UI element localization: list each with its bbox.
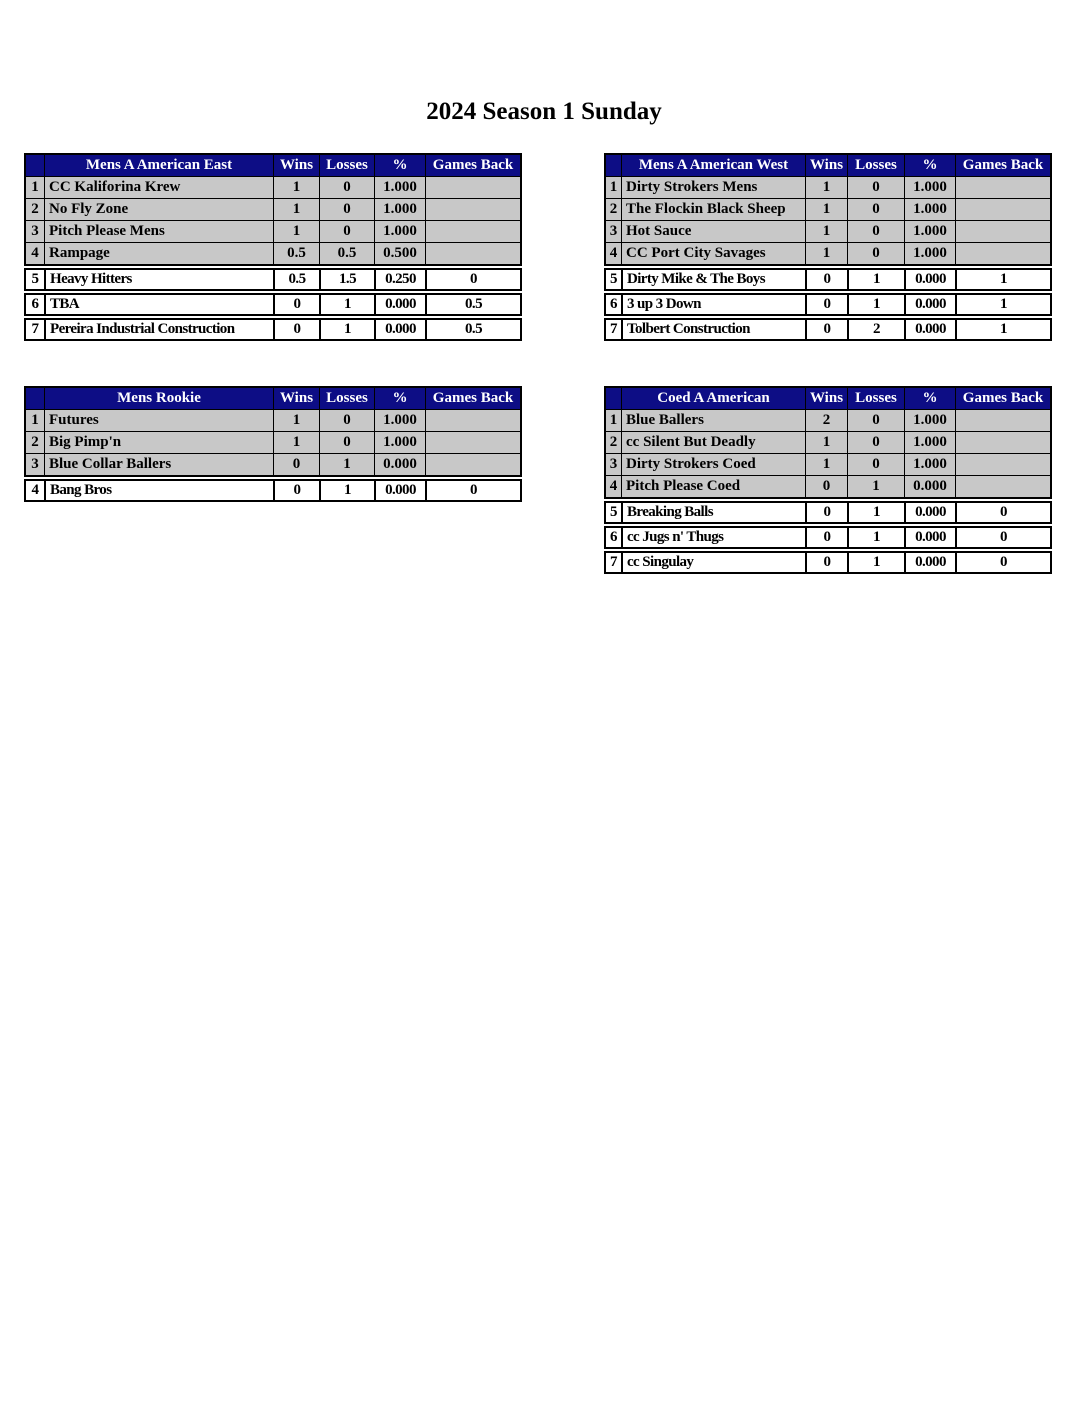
wins-header-cell: Wins bbox=[273, 155, 319, 176]
standings-row bbox=[606, 453, 1050, 475]
standings-table-coed-a-american bbox=[604, 386, 1052, 574]
team-name-cell: No Fly Zone bbox=[44, 199, 273, 220]
wins-header-cell: Wins bbox=[805, 155, 847, 176]
games-back-cell bbox=[955, 177, 1050, 198]
standings-row bbox=[604, 501, 1052, 524]
pct-cell: 1.000 bbox=[374, 432, 425, 453]
standings-table-mens-rookie bbox=[24, 386, 522, 502]
team-name-cell: Pitch Please Mens bbox=[44, 221, 273, 242]
rank-cell: 1 bbox=[31, 412, 39, 428]
games-back-cell: 0 bbox=[955, 553, 1050, 572]
standings-row bbox=[604, 293, 1052, 316]
rank-cell: 7 bbox=[31, 321, 39, 337]
table-block bbox=[24, 386, 522, 477]
team-name-cell: Heavy Hitters bbox=[44, 270, 273, 289]
team-name-cell: Blue Ballers bbox=[621, 410, 805, 431]
wins-cell: 1 bbox=[805, 221, 847, 242]
wins-cell: 2 bbox=[805, 410, 847, 431]
rank-cell: 6 bbox=[31, 296, 39, 312]
team-name-cell: cc Singulay bbox=[621, 553, 805, 572]
wins-cell: 0.5 bbox=[273, 243, 319, 264]
games-back-cell bbox=[955, 221, 1050, 242]
team-name-cell: cc Jugs n' Thugs bbox=[621, 528, 805, 547]
wins-cell: 0 bbox=[273, 295, 319, 314]
pct-cell: 0.500 bbox=[374, 243, 425, 264]
pct-header-cell: % bbox=[904, 388, 955, 409]
team-name-cell: Pitch Please Coed bbox=[621, 476, 805, 497]
team-name-cell: Blue Collar Ballers bbox=[44, 454, 273, 475]
pct-cell: 0.000 bbox=[904, 476, 955, 497]
standings-row bbox=[606, 475, 1050, 497]
rank-cell: 2 bbox=[609, 201, 618, 217]
rank-cell: 2 bbox=[31, 201, 39, 217]
pct-header-cell: % bbox=[374, 388, 425, 409]
standings-row bbox=[604, 526, 1052, 549]
games-back-cell bbox=[425, 177, 520, 198]
rank-cell: 3 bbox=[31, 456, 39, 472]
games-back-cell bbox=[425, 432, 520, 453]
team-name-cell: TBA bbox=[44, 295, 273, 314]
games-back-cell: 0 bbox=[955, 503, 1050, 522]
games-back-header-cell: Games Back bbox=[425, 388, 520, 409]
pct-cell: 1.000 bbox=[904, 243, 955, 264]
team-name-cell: Rampage bbox=[44, 243, 273, 264]
team-name-cell: Dirty Strokers Mens bbox=[621, 177, 805, 198]
pct-cell: 1.000 bbox=[904, 221, 955, 242]
rank-header-cell bbox=[606, 388, 621, 409]
games-back-cell: 0.5 bbox=[425, 320, 520, 339]
rank-cell: 4 bbox=[31, 482, 39, 498]
games-back-cell bbox=[955, 432, 1050, 453]
table-title-cell: Mens A American West bbox=[621, 155, 805, 176]
standings-row bbox=[604, 551, 1052, 574]
rank-header-cell bbox=[26, 155, 44, 176]
rank-cell: 3 bbox=[31, 223, 39, 239]
games-back-cell bbox=[955, 243, 1050, 264]
wins-cell: 1 bbox=[273, 177, 319, 198]
pct-cell: 1.000 bbox=[904, 432, 955, 453]
standings-row bbox=[606, 242, 1050, 264]
losses-cell: 0 bbox=[847, 432, 904, 453]
team-name-cell: Bang Bros bbox=[44, 481, 273, 500]
losses-header-cell: Losses bbox=[847, 388, 904, 409]
games-back-cell: 1 bbox=[955, 270, 1050, 289]
wins-cell: 1 bbox=[805, 199, 847, 220]
rank-cell: 3 bbox=[609, 456, 618, 472]
games-back-cell bbox=[955, 454, 1050, 475]
pct-cell: 0.250 bbox=[374, 270, 425, 289]
wins-cell: 1 bbox=[805, 454, 847, 475]
rank-cell: 6 bbox=[610, 529, 617, 545]
wins-cell: 1 bbox=[805, 432, 847, 453]
rank-header-cell bbox=[26, 388, 44, 409]
wins-cell: 1 bbox=[805, 177, 847, 198]
losses-cell: 0 bbox=[319, 199, 374, 220]
losses-header-cell: Losses bbox=[319, 388, 374, 409]
table-block bbox=[604, 153, 1052, 266]
losses-cell: 0 bbox=[319, 177, 374, 198]
wins-cell: 1 bbox=[273, 410, 319, 431]
standings-row bbox=[26, 198, 520, 220]
standings-row bbox=[26, 242, 520, 264]
wins-cell: 0 bbox=[805, 503, 847, 522]
table-header-row bbox=[26, 155, 520, 176]
team-name-cell: 3 up 3 Down bbox=[621, 295, 805, 314]
games-back-header-cell: Games Back bbox=[425, 155, 520, 176]
standings-row bbox=[606, 198, 1050, 220]
games-back-cell bbox=[955, 410, 1050, 431]
rank-cell: 5 bbox=[610, 271, 617, 287]
page-title: 2024 Season 1 Sunday bbox=[426, 98, 662, 125]
losses-cell: 1 bbox=[319, 320, 374, 339]
rank-cell: 1 bbox=[609, 179, 618, 195]
games-back-cell bbox=[955, 199, 1050, 220]
games-back-cell: 1 bbox=[955, 295, 1050, 314]
pct-header-cell: % bbox=[904, 155, 955, 176]
wins-cell: 0 bbox=[805, 295, 847, 314]
team-name-cell: Futures bbox=[44, 410, 273, 431]
rank-cell: 7 bbox=[610, 321, 617, 337]
wins-cell: 0 bbox=[805, 553, 847, 572]
rank-cell: 5 bbox=[610, 504, 617, 520]
games-back-cell bbox=[425, 410, 520, 431]
rank-cell: 7 bbox=[610, 554, 617, 570]
pct-cell: 1.000 bbox=[904, 410, 955, 431]
games-back-header-cell: Games Back bbox=[955, 155, 1050, 176]
standings-row bbox=[26, 176, 520, 198]
games-back-header-cell: Games Back bbox=[955, 388, 1050, 409]
team-name-cell: Pereira Industrial Construction bbox=[44, 320, 273, 339]
pct-cell: 0.000 bbox=[904, 553, 955, 572]
games-back-cell bbox=[425, 243, 520, 264]
pct-header-cell: % bbox=[374, 155, 425, 176]
standings-table-mens-a-american-east bbox=[24, 153, 522, 341]
team-name-cell: Dirty Strokers Coed bbox=[621, 454, 805, 475]
losses-cell: 0.5 bbox=[319, 243, 374, 264]
wins-header-cell: Wins bbox=[273, 388, 319, 409]
pct-cell: 1.000 bbox=[374, 221, 425, 242]
rank-cell: 2 bbox=[31, 434, 39, 450]
losses-cell: 1 bbox=[847, 503, 904, 522]
pct-cell: 1.000 bbox=[904, 454, 955, 475]
losses-cell: 0 bbox=[847, 410, 904, 431]
rank-cell: 1 bbox=[31, 179, 39, 195]
losses-cell: 1 bbox=[847, 270, 904, 289]
losses-cell: 0 bbox=[319, 410, 374, 431]
losses-cell: 0 bbox=[847, 199, 904, 220]
losses-cell: 0 bbox=[319, 432, 374, 453]
games-back-cell: 0 bbox=[955, 528, 1050, 547]
team-name-cell: Hot Sauce bbox=[621, 221, 805, 242]
standings-row bbox=[26, 409, 520, 431]
standings-row bbox=[604, 268, 1052, 291]
rank-cell: 4 bbox=[609, 478, 618, 494]
wins-cell: 1 bbox=[273, 221, 319, 242]
standings-row bbox=[606, 409, 1050, 431]
standings-row bbox=[606, 176, 1050, 198]
pct-cell: 1.000 bbox=[374, 177, 425, 198]
wins-header-cell: Wins bbox=[805, 388, 847, 409]
standings-row bbox=[26, 220, 520, 242]
pct-cell: 0.000 bbox=[904, 295, 955, 314]
games-back-cell: 0 bbox=[425, 481, 520, 500]
table-block bbox=[24, 153, 522, 266]
pct-cell: 0.000 bbox=[904, 503, 955, 522]
team-name-cell: Big Pimp'n bbox=[44, 432, 273, 453]
standings-row bbox=[26, 431, 520, 453]
pct-cell: 0.000 bbox=[904, 320, 955, 339]
games-back-cell bbox=[425, 454, 520, 475]
games-back-cell bbox=[955, 476, 1050, 497]
wins-cell: 0 bbox=[805, 528, 847, 547]
wins-cell: 0.5 bbox=[273, 270, 319, 289]
team-name-cell: CC Kaliforina Krew bbox=[44, 177, 273, 198]
wins-cell: 0 bbox=[805, 270, 847, 289]
losses-cell: 0 bbox=[847, 243, 904, 264]
table-header-row bbox=[26, 388, 520, 409]
losses-cell: 1.5 bbox=[319, 270, 374, 289]
wins-cell: 1 bbox=[805, 243, 847, 264]
wins-cell: 0 bbox=[805, 476, 847, 497]
pct-cell: 1.000 bbox=[904, 177, 955, 198]
losses-cell: 0 bbox=[847, 454, 904, 475]
losses-cell: 1 bbox=[847, 553, 904, 572]
rank-cell: 4 bbox=[609, 245, 618, 261]
team-name-cell: CC Port City Savages bbox=[621, 243, 805, 264]
games-back-cell: 1 bbox=[955, 320, 1050, 339]
team-name-cell: Dirty Mike & The Boys bbox=[621, 270, 805, 289]
rank-cell: 6 bbox=[610, 296, 617, 312]
standings-row bbox=[24, 318, 522, 341]
standings-row bbox=[604, 318, 1052, 341]
table-title-cell: Mens A American East bbox=[44, 155, 273, 176]
losses-cell: 2 bbox=[847, 320, 904, 339]
rank-cell: 5 bbox=[31, 271, 39, 287]
table-block bbox=[604, 386, 1052, 499]
games-back-cell bbox=[425, 199, 520, 220]
standings-row bbox=[26, 453, 520, 475]
pct-cell: 0.000 bbox=[904, 270, 955, 289]
rank-cell: 1 bbox=[609, 412, 618, 428]
losses-cell: 1 bbox=[319, 454, 374, 475]
rank-cell: 4 bbox=[31, 245, 39, 261]
rank-header-cell bbox=[606, 155, 621, 176]
wins-cell: 0 bbox=[805, 320, 847, 339]
losses-cell: 0 bbox=[319, 221, 374, 242]
games-back-cell: 0.5 bbox=[425, 295, 520, 314]
standings-row bbox=[606, 220, 1050, 242]
losses-header-cell: Losses bbox=[319, 155, 374, 176]
table-title-cell: Coed A American bbox=[621, 388, 805, 409]
pct-cell: 1.000 bbox=[904, 199, 955, 220]
pct-cell: 0.000 bbox=[374, 295, 425, 314]
pct-cell: 1.000 bbox=[374, 410, 425, 431]
standings-row bbox=[24, 479, 522, 502]
losses-cell: 1 bbox=[847, 528, 904, 547]
pct-cell: 0.000 bbox=[374, 320, 425, 339]
rank-cell: 3 bbox=[609, 223, 618, 239]
table-header-row bbox=[606, 155, 1050, 176]
games-back-cell: 0 bbox=[425, 270, 520, 289]
losses-cell: 1 bbox=[319, 481, 374, 500]
team-name-cell: Breaking Balls bbox=[621, 503, 805, 522]
pct-cell: 0.000 bbox=[904, 528, 955, 547]
wins-cell: 1 bbox=[273, 199, 319, 220]
pct-cell: 0.000 bbox=[374, 481, 425, 500]
table-title-cell: Mens Rookie bbox=[44, 388, 273, 409]
wins-cell: 0 bbox=[273, 481, 319, 500]
rank-cell: 2 bbox=[609, 434, 618, 450]
team-name-cell: Tolbert Construction bbox=[621, 320, 805, 339]
wins-cell: 0 bbox=[273, 320, 319, 339]
losses-cell: 0 bbox=[847, 177, 904, 198]
wins-cell: 0 bbox=[273, 454, 319, 475]
losses-cell: 1 bbox=[847, 476, 904, 497]
losses-cell: 0 bbox=[847, 221, 904, 242]
table-header-row bbox=[606, 388, 1050, 409]
pct-cell: 0.000 bbox=[374, 454, 425, 475]
games-back-cell bbox=[425, 221, 520, 242]
team-name-cell: cc Silent But Deadly bbox=[621, 432, 805, 453]
losses-cell: 1 bbox=[319, 295, 374, 314]
wins-cell: 1 bbox=[273, 432, 319, 453]
standings-row bbox=[24, 293, 522, 316]
standings-row bbox=[606, 431, 1050, 453]
losses-cell: 1 bbox=[847, 295, 904, 314]
losses-header-cell: Losses bbox=[847, 155, 904, 176]
standings-table-mens-a-american-west bbox=[604, 153, 1052, 341]
standings-row bbox=[24, 268, 522, 291]
team-name-cell: The Flockin Black Sheep bbox=[621, 199, 805, 220]
pct-cell: 1.000 bbox=[374, 199, 425, 220]
